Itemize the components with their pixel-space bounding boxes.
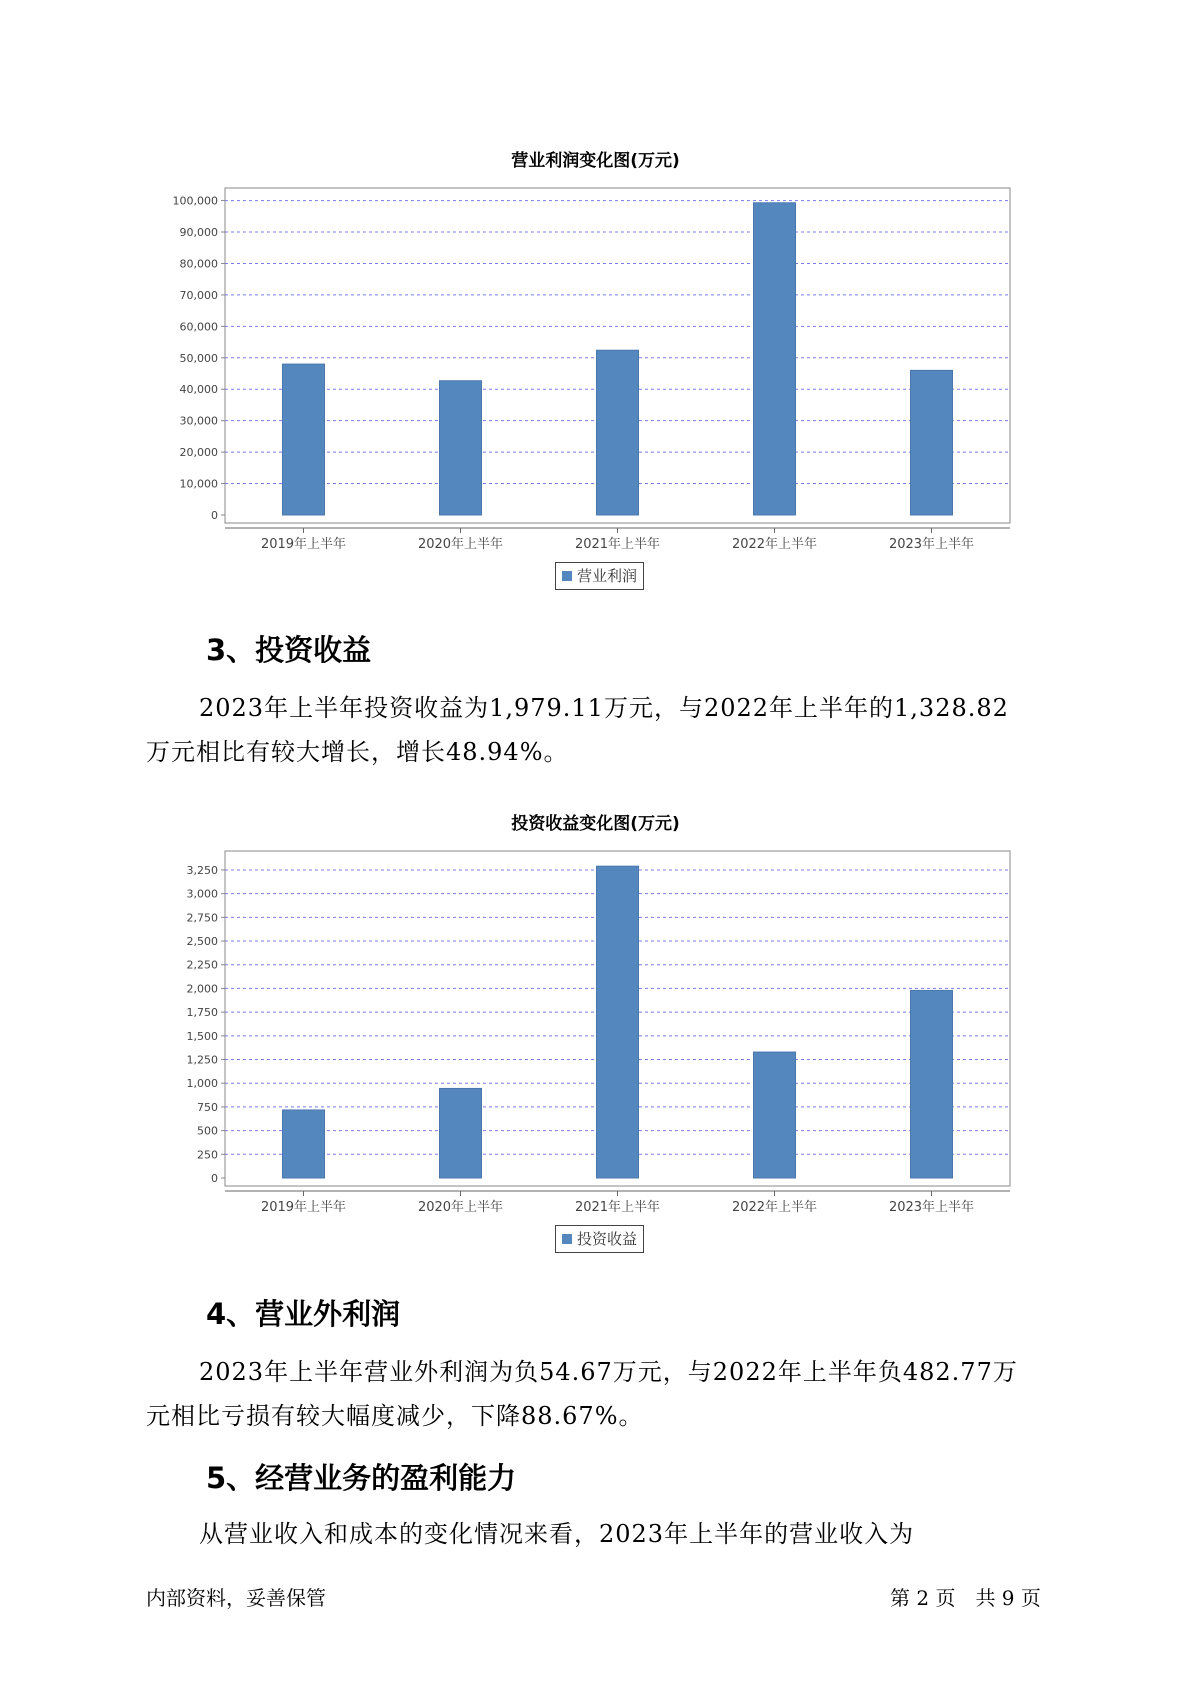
y-tick-label: 90,000 <box>179 226 218 240</box>
section-3-line-2: 万元相比有较大增长，增长48.94%。 <box>146 738 569 766</box>
y-tick-label: 40,000 <box>179 383 218 397</box>
bar <box>754 1052 796 1178</box>
y-tick-label: 2,500 <box>186 935 218 949</box>
x-tick-label: 2022年上半年 <box>731 1200 818 1215</box>
bar <box>597 350 639 515</box>
footer-page-number: 第 2 页 共 9 页 <box>890 1586 1041 1610</box>
section-5-heading: 5、经营业务的盈利能力 <box>206 1461 517 1495</box>
y-tick-label: 1,000 <box>186 1077 218 1091</box>
y-tick-label: 30,000 <box>179 414 218 428</box>
chart-2-title: 投资收益变化图(万元) <box>511 814 680 834</box>
bar <box>754 203 796 515</box>
y-tick-label: 0 <box>211 509 218 522</box>
legend-swatch <box>562 571 572 581</box>
bar <box>911 990 953 1178</box>
y-tick-label: 500 <box>197 1124 218 1138</box>
bar <box>440 1088 482 1178</box>
bar <box>911 370 953 515</box>
y-tick-label: 2,250 <box>186 958 218 972</box>
x-tick-label: 2020年上半年 <box>417 1200 504 1215</box>
investment-income-chart <box>0 843 1191 1223</box>
bar <box>283 364 325 515</box>
x-tick-label: 2019年上半年 <box>260 537 347 552</box>
chart-2-legend-label: 投资收益 <box>577 1230 638 1248</box>
x-tick-label: 2023年上半年 <box>888 537 975 552</box>
y-tick-label: 80,000 <box>179 257 218 271</box>
y-tick-label: 2,000 <box>186 982 218 996</box>
y-tick-label: 50,000 <box>179 351 218 365</box>
x-tick-label: 2021年上半年 <box>574 537 661 552</box>
section-3-line-1: 2023年上半年投资收益为1,979.11万元，与2022年上半年的1,328.82 <box>199 694 1009 722</box>
x-tick-label: 2019年上半年 <box>260 1200 347 1215</box>
y-tick-label: 250 <box>197 1148 218 1162</box>
section-4-line-1: 2023年上半年营业外利润为负54.67万元，与2022年上半年负482.77万 <box>199 1358 1018 1386</box>
chart-1-legend <box>555 562 644 590</box>
section-5-paragraph <box>146 1512 1051 1556</box>
y-tick-label: 100,000 <box>172 194 218 208</box>
y-tick-label: 20,000 <box>179 446 218 460</box>
y-tick-label: 1,500 <box>186 1029 218 1043</box>
y-tick-label: 1,250 <box>186 1053 218 1067</box>
section-3-paragraph <box>146 686 1051 774</box>
y-tick-label: 3,000 <box>186 887 218 901</box>
y-tick-label: 10,000 <box>179 477 218 491</box>
x-tick-label: 2021年上半年 <box>574 1200 661 1215</box>
section-3-heading: 3、投资收益 <box>206 633 372 667</box>
x-tick-label: 2023年上半年 <box>888 1200 975 1215</box>
legend-swatch <box>562 1234 572 1244</box>
bar <box>597 866 639 1178</box>
y-tick-label: 750 <box>197 1100 218 1114</box>
y-tick-label: 60,000 <box>179 320 218 334</box>
x-tick-label: 2020年上半年 <box>417 537 504 552</box>
bar <box>440 381 482 515</box>
y-tick-label: 3,250 <box>186 863 218 877</box>
y-tick-label: 0 <box>211 1172 218 1185</box>
y-tick-label: 2,750 <box>186 911 218 925</box>
footer-confidential: 内部资料，妥善保管 <box>146 1586 326 1610</box>
chart-1-legend-label: 营业利润 <box>577 567 638 585</box>
operating-profit-chart <box>0 180 1191 560</box>
section-4-line-2: 元相比亏损有较大幅度减少，下降88.67%。 <box>146 1402 644 1430</box>
y-tick-label: 70,000 <box>179 288 218 302</box>
bar <box>283 1110 325 1178</box>
chart-2-legend <box>555 1225 644 1253</box>
x-tick-label: 2022年上半年 <box>731 537 818 552</box>
section-4-heading: 4、营业外利润 <box>206 1297 401 1331</box>
section-4-paragraph <box>146 1350 1051 1438</box>
y-tick-label: 1,750 <box>186 1006 218 1020</box>
section-5-line-1: 从营业收入和成本的变化情况来看，2023年上半年的营业收入为 <box>199 1520 915 1548</box>
chart-1-title: 营业利润变化图(万元) <box>511 151 680 171</box>
